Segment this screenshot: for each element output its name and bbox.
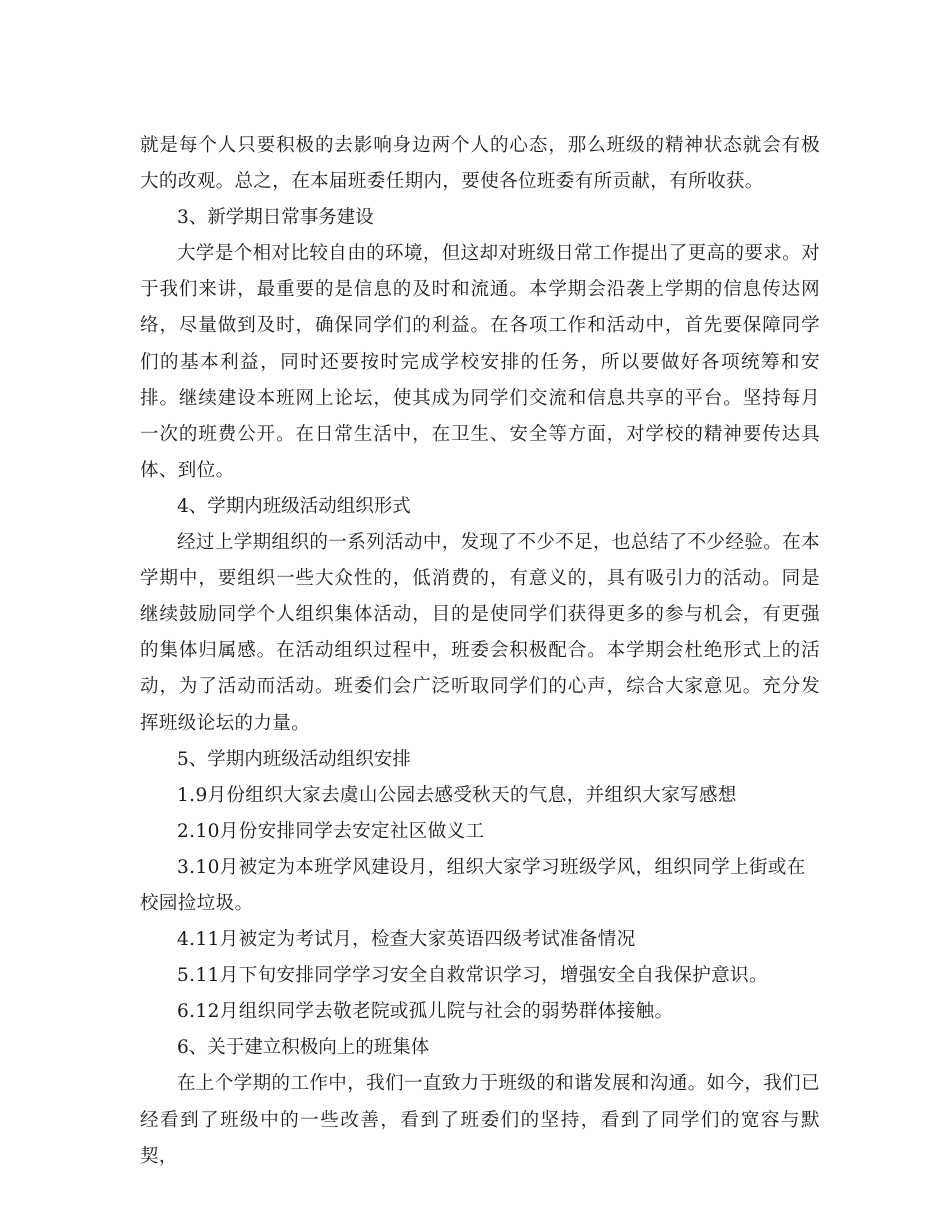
document-body (140, 128, 820, 1175)
section-heading-6: 6、关于建立积极向上的班集体 (177, 1037, 430, 1059)
paragraph-daily-affairs: 大学是个相对比较自由的环境，但这却对班级日常工作提出了更高的要求。对于我们来讲，最重要的是信息的及时和流通。本学期会沿袭上学期的信息传达网络，尽量做到及时，确保同学们的利益。在各项工作和活动中，首先要保障同学们的基本利益，同时还要按时完成学校安排的任务，所以要做好各项统筹和安排。继续建设本班网上论坛，使其成为同学们交流和信息共享的平台。坚持每月一次的班费公开。在日常生活中，在卫生、安全等方面，对学校的精神要传达具体、到位。 (140, 243, 820, 481)
list-item-november-safety: 5.11月下旬安排同学学习安全自救常识学习，增强安全自我保护意识。 (177, 965, 768, 987)
list-item-october-volunteer: 2.10月份安排同学去安定社区做义工 (177, 820, 485, 842)
section-heading-5: 5、学期内班级活动组织安排 (177, 748, 411, 770)
list-item-september: 1.9月份组织大家去虞山公园去感受秋天的气息，并组织大家写感想 (177, 784, 737, 806)
list-item-october-study: 3.10月被定为本班学风建设月，组织大家学习班级学风，组织同学上街或在校园捡垃圾。 (140, 856, 806, 914)
list-item-december: 6.12月组织同学去敬老院或孤儿院与社会的弱势群体接触。 (177, 1001, 674, 1023)
section-heading-3: 3、新学期日常事务建设 (177, 207, 374, 229)
list-item-november-exam: 4.11月被定为考试月，检查大家英语四级考试准备情况 (177, 929, 636, 951)
paragraph-activity-form: 经过上学期组织的一系列活动中，发现了不少不足，也总结了不少经验。在本学期中，要组织一些大众性的，低消费的，有意义的，具有吸引力的活动。同是继续鼓励同学个人组织集体活动，目的是使同学们获得更多的参与机会，有更强的集体归属感。在活动组织过程中，班委会积极配合。本学期会杜绝形式上的活动，为了活动而活动。班委们会广泛听取同学们的心声，综合大家意见。充分发挥班级论坛的力量。 (140, 532, 820, 734)
paragraph-class-collective: 在上个学期的工作中，我们一直致力于班级的和谐发展和沟通。如今，我们已经看到了班级中的一些改善，看到了班委们的坚持，看到了同学们的宽容与默契， (140, 1073, 820, 1167)
section-heading-4: 4、学期内班级活动组织形式 (177, 495, 411, 517)
paragraph-continuation: 就是每个人只要积极的去影响身边两个人的心态，那么班级的精神状态就会有极大的改观。总之，在本届班委任期内，要使各位班委有所贡献，有所收获。 (140, 135, 820, 193)
